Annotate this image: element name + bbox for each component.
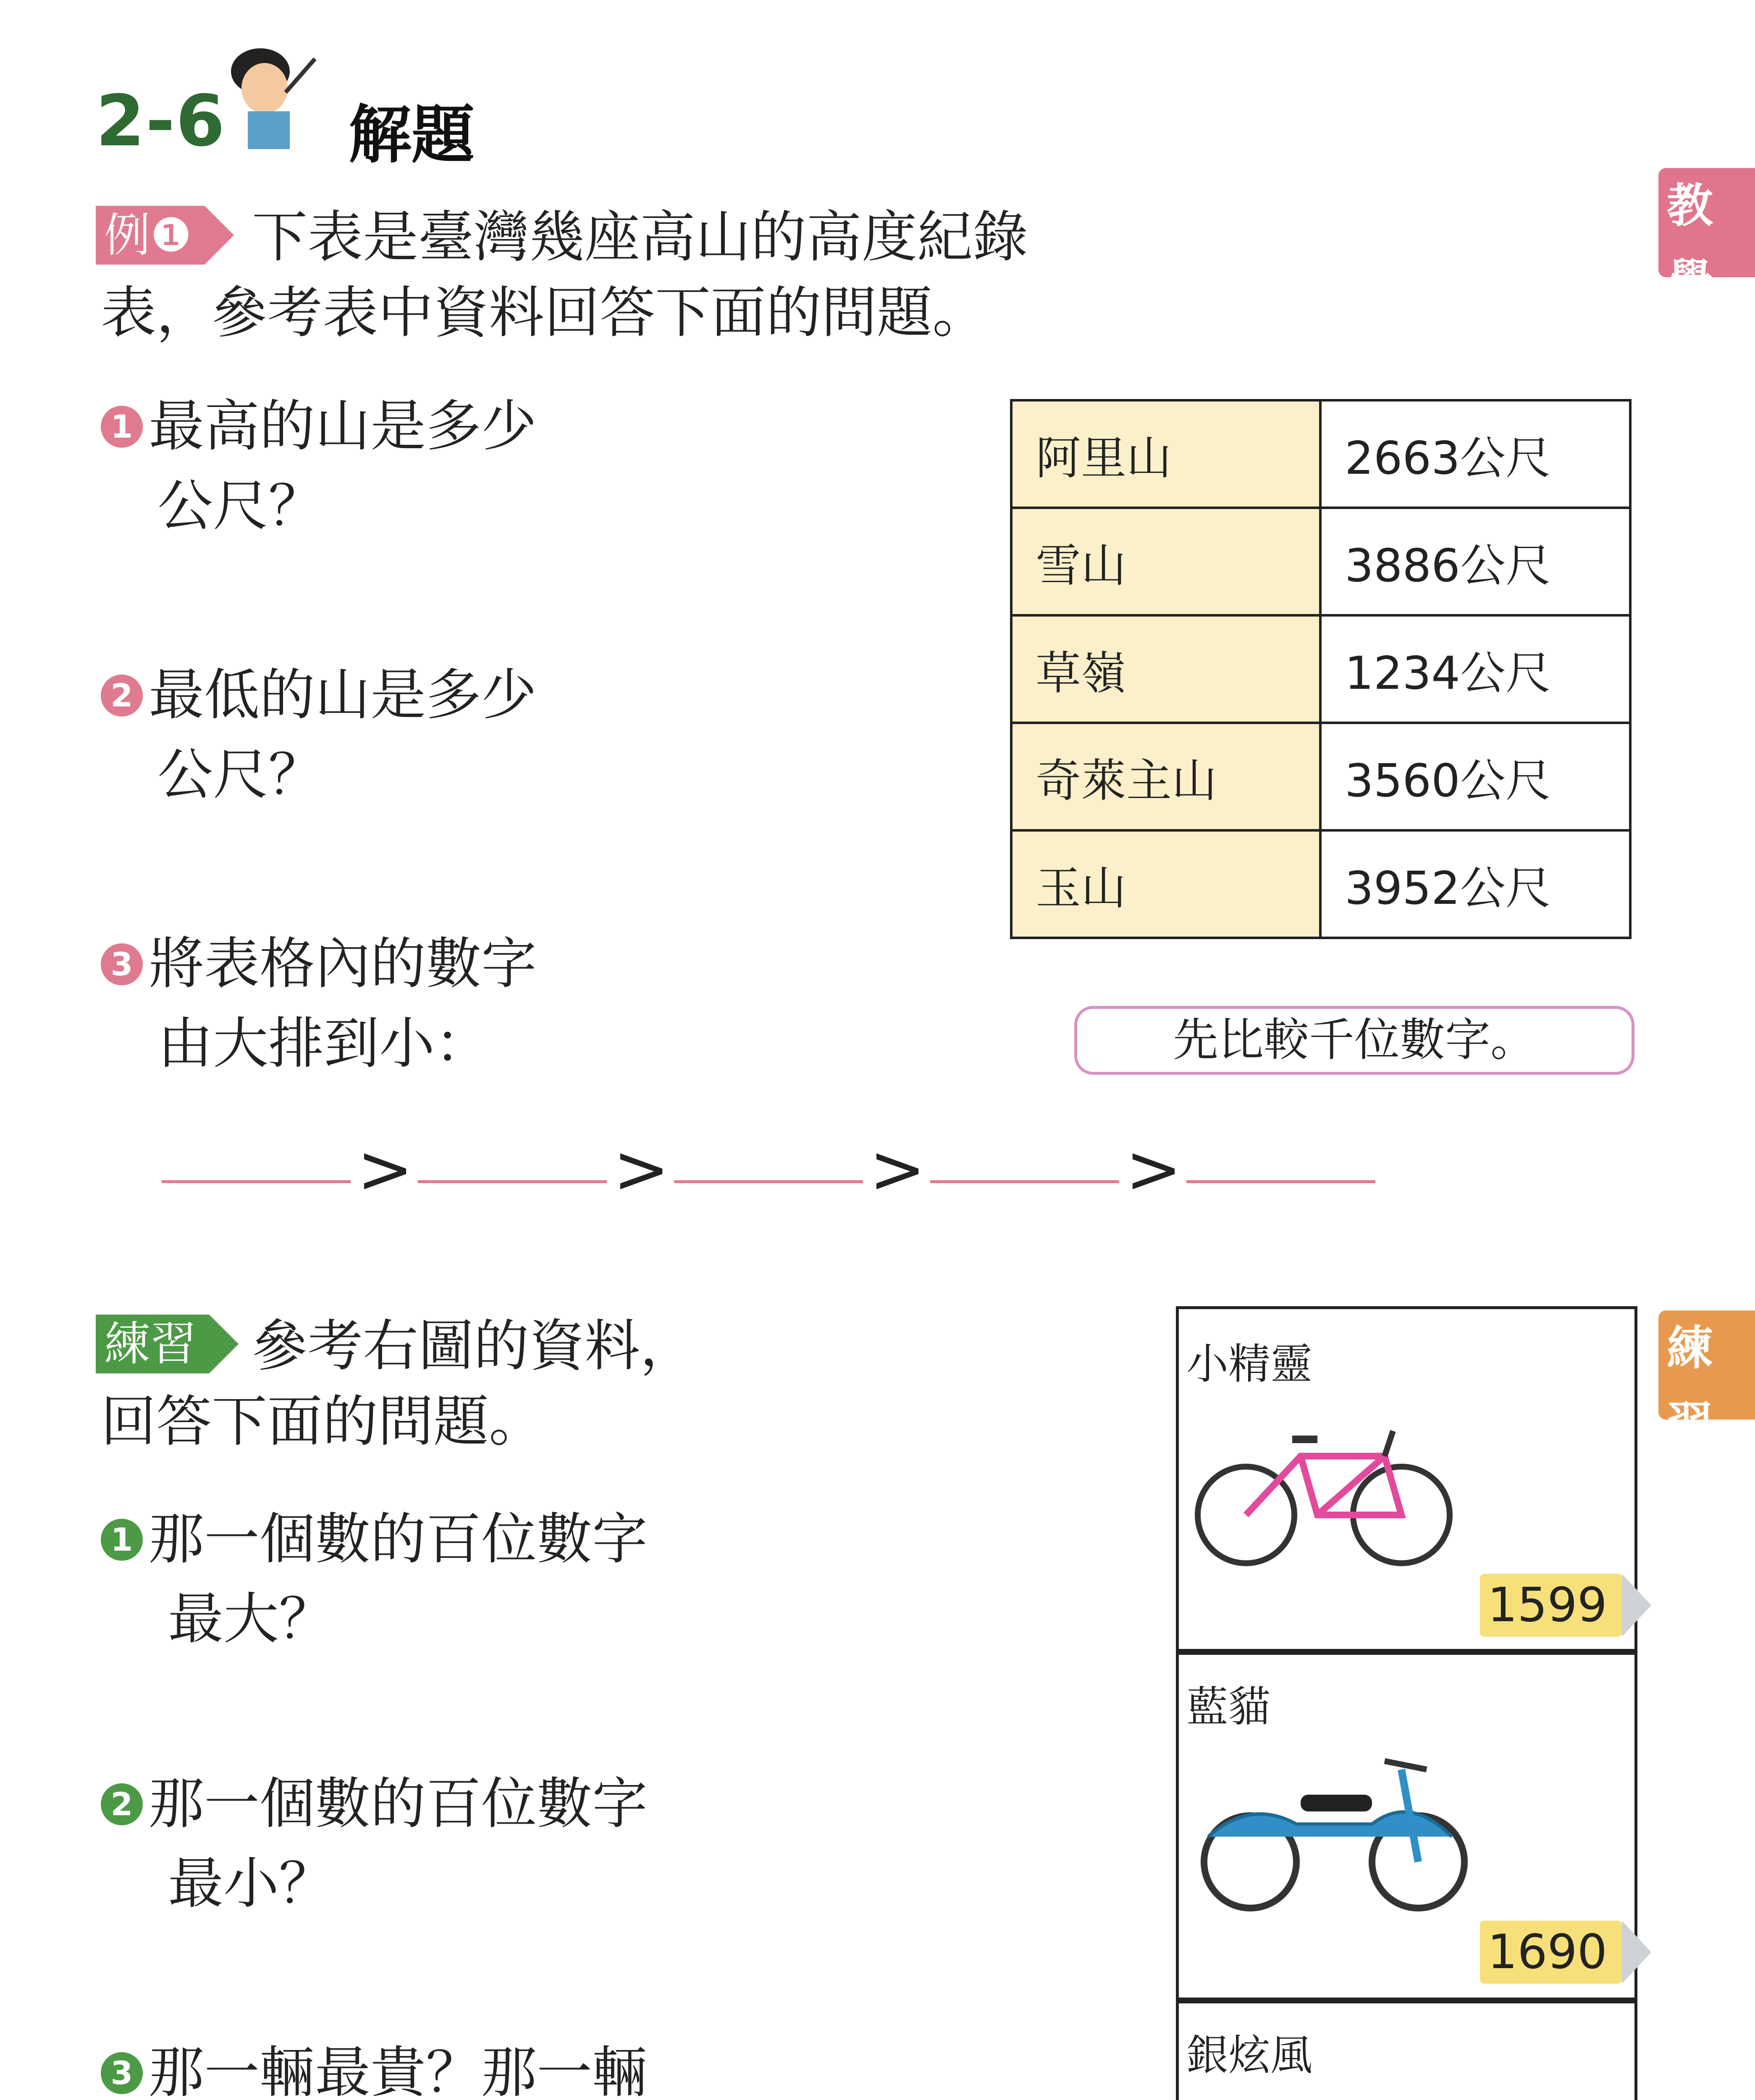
section-title: 解題 <box>349 99 475 172</box>
answer-blank-2[interactable] <box>418 1180 607 1183</box>
table-row <box>1011 508 1630 615</box>
greater-than-sign: > <box>613 1130 670 1208</box>
question-number: 2 <box>101 675 143 717</box>
question-text: 那一個數的百位數字 <box>149 1507 648 1572</box>
side-tab-practice[interactable]: 練習 <box>1658 1310 1755 1420</box>
bike-name: 小精靈 <box>1186 1339 1312 1389</box>
mountain-height: 3560公尺 <box>1320 723 1630 830</box>
practice-prompt-line2: 回答下面的問題。 <box>101 1389 544 1454</box>
mountain-name: 雪山 <box>1011 508 1320 615</box>
price-tag: 1599 <box>1480 1574 1622 1637</box>
practice-prompt-line1: 參考右圖的資料， <box>252 1314 695 1378</box>
question-number: 3 <box>101 943 143 985</box>
table-row <box>1011 615 1630 723</box>
question-text: 那一個數的百位數字 <box>149 1772 648 1836</box>
answer-blank-3[interactable] <box>674 1180 863 1183</box>
bike-name: 藍貓 <box>1186 1682 1270 1731</box>
question-text: 最小？ <box>168 1851 334 1916</box>
table-row <box>1011 723 1630 830</box>
example-prompt-line2: 表，參考表中資料回答下面的問題。 <box>101 281 988 345</box>
mountain-height-table <box>1010 399 1632 939</box>
practice-question-3 <box>101 2033 648 2100</box>
question-text: 最大？ <box>168 1587 334 1651</box>
question-text: 最低的山是多少 <box>149 663 537 727</box>
table-row <box>1011 400 1630 508</box>
question-number: 1 <box>101 1519 143 1561</box>
greater-than-sign: > <box>869 1130 926 1208</box>
question-text: 將表格內的數字 <box>149 932 537 996</box>
example-prompt-line1: 下表是臺灣幾座高山的高度紀錄 <box>252 205 1028 270</box>
practice-question-2 <box>101 1764 648 1924</box>
example-badge: 例❶ <box>96 206 205 265</box>
example-question-2 <box>101 655 537 815</box>
greater-than-sign: > <box>1125 1130 1182 1208</box>
side-tab-teaching[interactable]: 教學 <box>1658 168 1755 277</box>
question-number: 3 <box>101 2052 143 2094</box>
table-row <box>1011 830 1630 938</box>
question-text: 由大排到小： <box>157 1011 490 1076</box>
practice-badge: 練習 <box>96 1315 209 1373</box>
bike-panel <box>1176 1998 1637 2100</box>
practice-question-1 <box>101 1499 648 1659</box>
example-question-1 <box>101 386 537 546</box>
question-text: 最高的山是多少 <box>149 394 537 459</box>
question-text: 公尺？ <box>157 743 324 807</box>
mountain-name: 玉山 <box>1011 830 1320 938</box>
mountain-height: 2663公尺 <box>1320 400 1630 508</box>
bike-panel <box>1176 1306 1637 1655</box>
moped-icon <box>1191 1744 1477 1912</box>
answer-blank-1[interactable] <box>162 1180 351 1183</box>
hint-box: 先比較千位數字。 <box>1074 1006 1634 1075</box>
question-number: 2 <box>101 1783 143 1825</box>
mountain-height: 3952公尺 <box>1320 830 1630 938</box>
answer-blank-5[interactable] <box>1186 1180 1375 1183</box>
mountain-name: 奇萊主山 <box>1011 723 1320 830</box>
example-question-3 <box>101 924 537 1084</box>
bike-name: 銀炫風 <box>1186 2031 1312 2080</box>
question-text: 公尺？ <box>157 474 324 538</box>
question-text: 那一輛最貴？那一輛 <box>149 2040 648 2100</box>
teacher-mascot-icon <box>210 42 336 151</box>
road-bike-icon <box>1191 1418 1460 1570</box>
section-number: 2-6 <box>96 80 226 162</box>
price-tag: 1690 <box>1480 1921 1622 1984</box>
mountain-name: 阿里山 <box>1011 400 1320 508</box>
greater-than-sign: > <box>357 1130 414 1208</box>
mountain-height: 3886公尺 <box>1320 508 1630 615</box>
mountain-name: 草嶺 <box>1011 615 1320 723</box>
bike-panel <box>1176 1649 1637 2003</box>
mountain-height: 1234公尺 <box>1320 615 1630 723</box>
question-number: 1 <box>101 406 143 448</box>
answer-blank-4[interactable] <box>930 1180 1119 1183</box>
